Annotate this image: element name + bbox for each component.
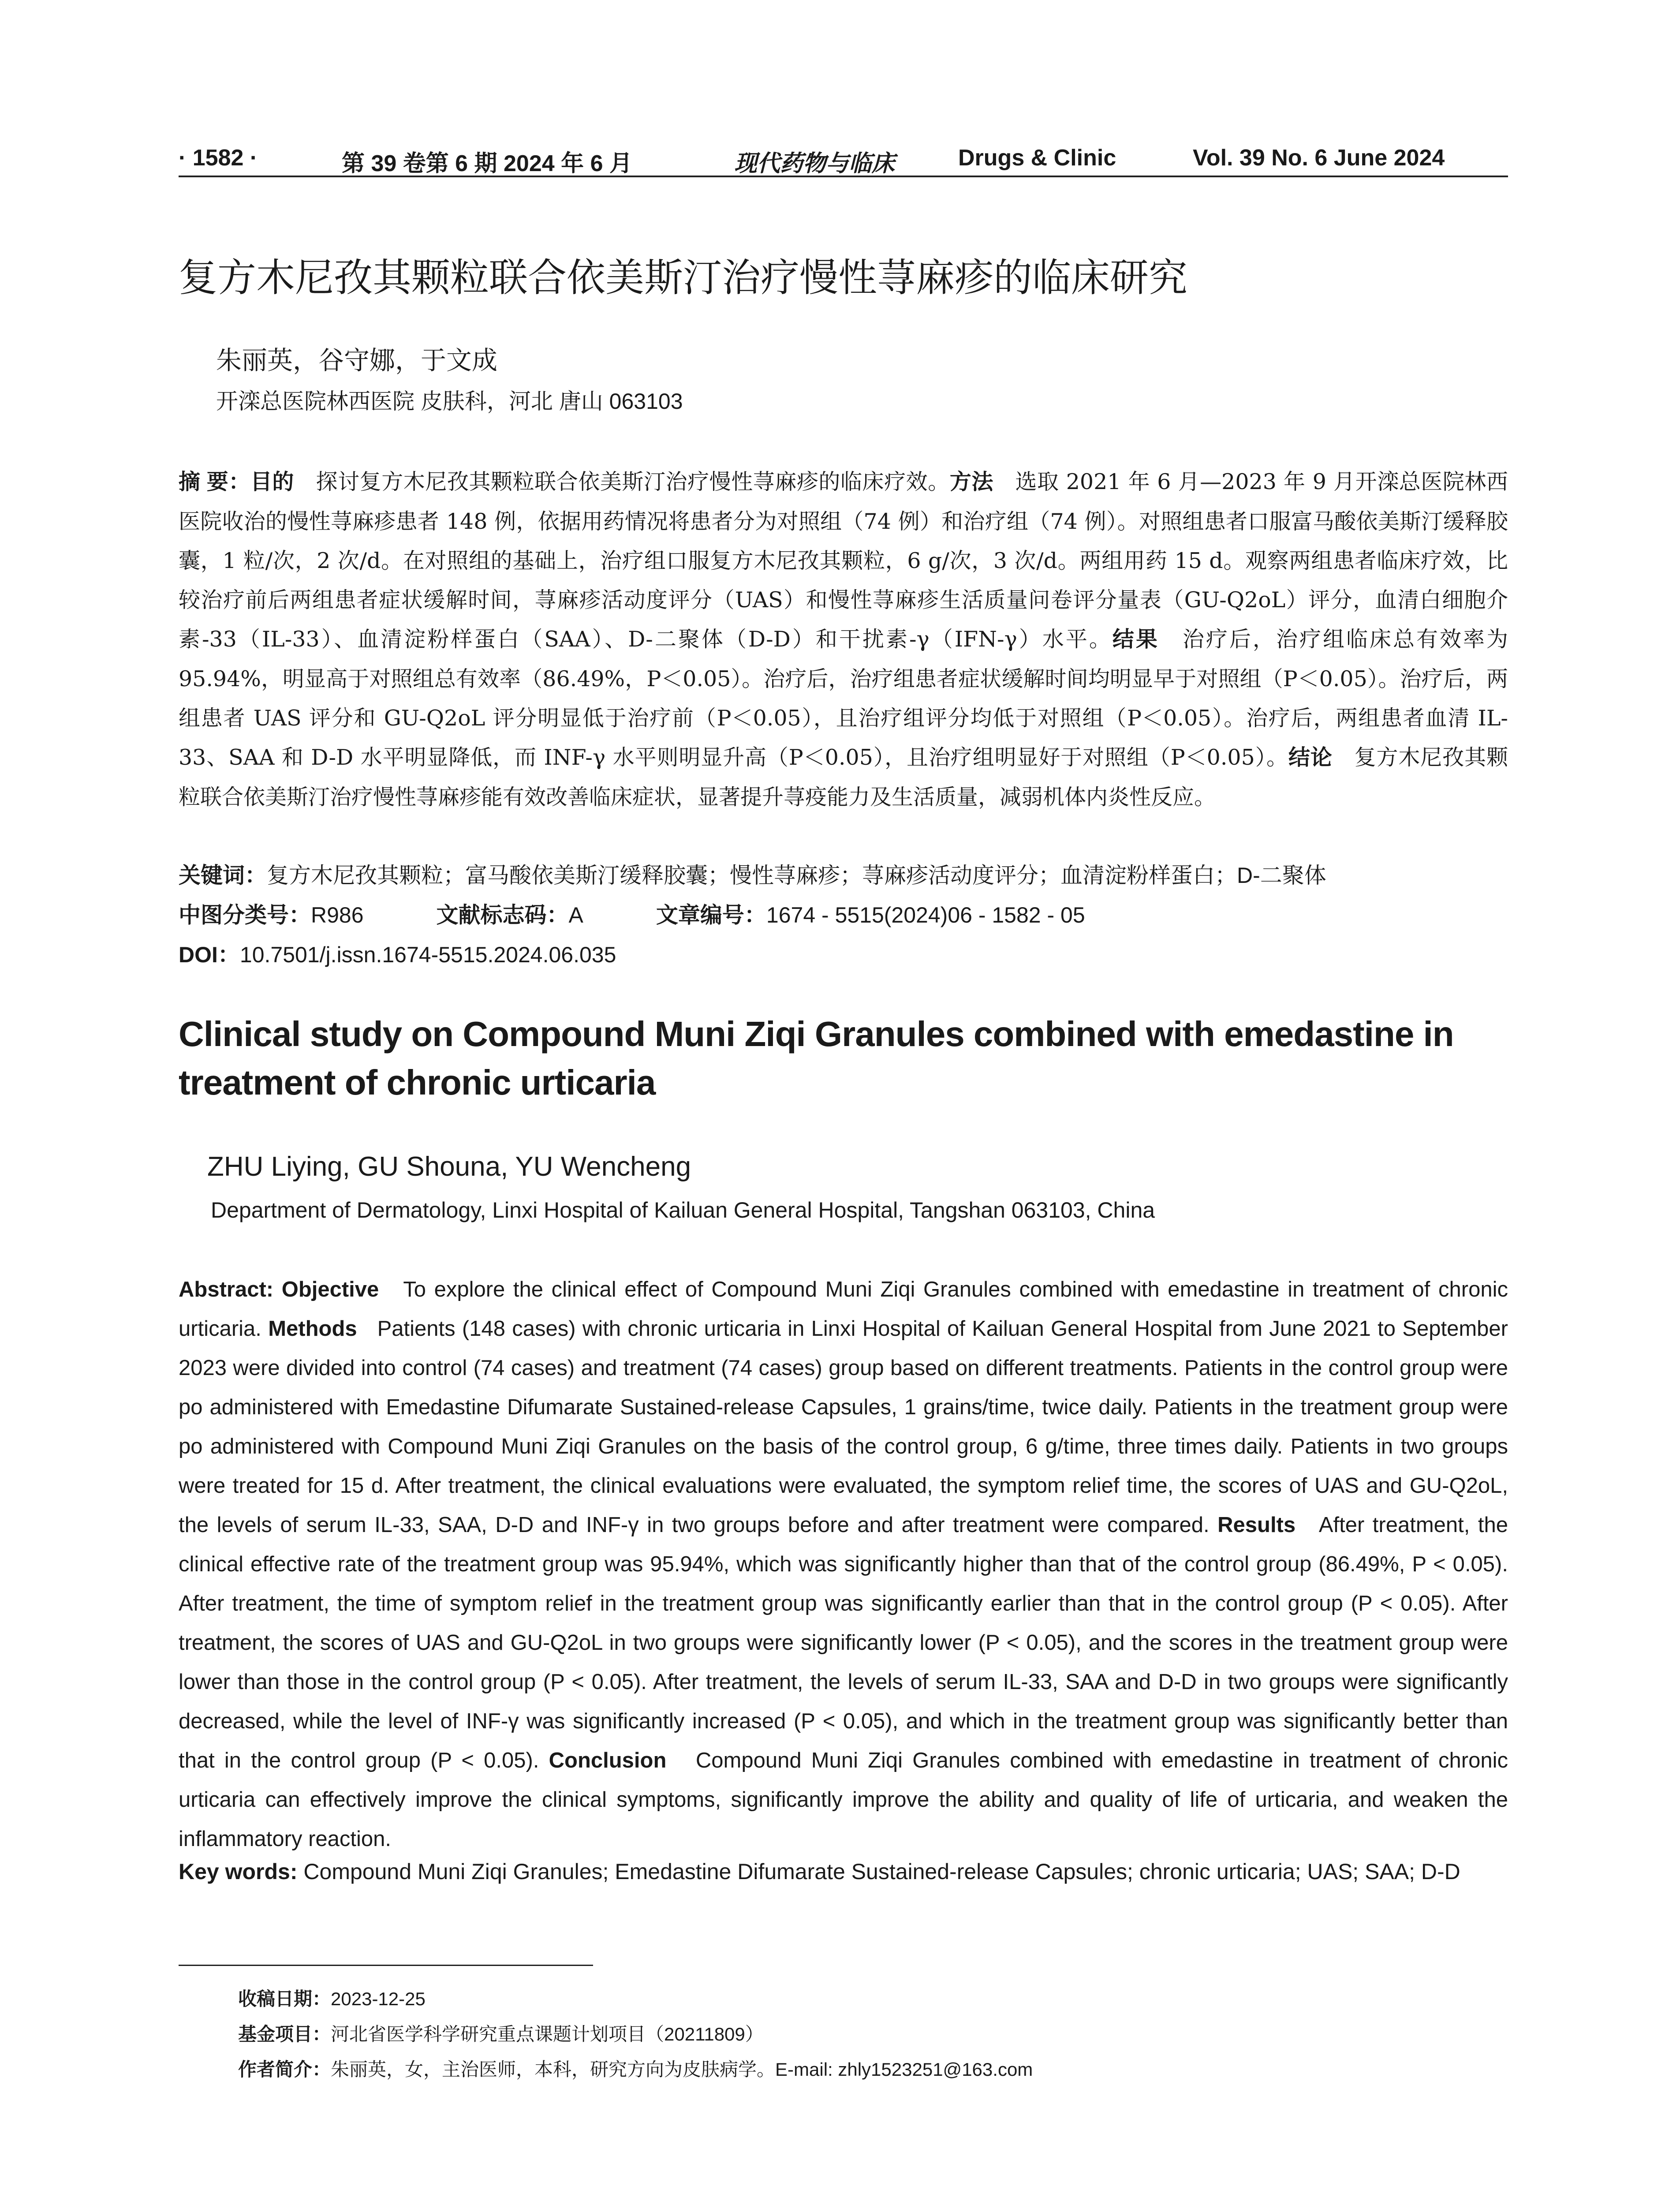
results-label-en: Results: [1217, 1513, 1296, 1537]
received-label: 收稿日期：: [238, 1988, 331, 2009]
footnote-received: [238, 1984, 426, 2011]
methods-cn: 选取 2021 年 6 月—2023 年 9 月开滦总医院林西医院收治的慢性荨麻疹患者 148 例，依据用药情况将患者分为对照组（74 例）和治疗组（74 例）。对照组患者口服富马酸依美斯汀缓释胶囊，1 粒/次，2 次/d。在对照组的基础上，治疗组口服复方木尼孜其颗粒，6 g/次，3 次/d。两组用药 15 d。观察两组患者临床疗效，比较治疗前后两组患者症状缓解时间，荨麻疹活动度评分（UAS）和慢性荨麻疹生活质量问卷评分量表（GU-Q2oL）评分，血清白细胞介素-33（IL-33）、血清淀粉样蛋白（SAA）、D-二聚体（D-D）和干扰素-γ（IFN-γ）水平。: [179, 469, 1508, 652]
doi-value: 10.7501/j.issn.1674-5515.2024.06.035: [239, 942, 616, 967]
article-no-label: 文章编号：: [656, 903, 766, 927]
objective-cn: 探讨复方木尼孜其颗粒联合依美斯汀治疗慢性荨麻疹的临床疗效。: [316, 469, 950, 494]
running-header: [179, 140, 1508, 176]
conclusion-label-en: Conclusion: [549, 1749, 667, 1772]
methods-label-cn: 方法: [949, 470, 993, 494]
issue-en: Vol. 39 No. 6 June 2024: [1193, 145, 1445, 171]
article-no-field: [656, 903, 1085, 927]
conclusion-label-cn: 结论: [1288, 746, 1333, 770]
keywords-cn: 复方木尼孜其颗粒；富马酸依美斯汀缓释胶囊；慢性荨麻疹；荨麻疹活动度评分；血清淀粉样蛋白；D-二聚体: [267, 863, 1326, 888]
results-en: After treatment, the clinical effective rate of the treatment group was 95.94%, which was significantly higher than that of the control group (86.49%, P < 0.05). After treatment, the time of symptom relief in the treatment group was significantly earlier than that in the control group (P < 0.05). After treatment, the scores of UAS and GU-Q2oL in two groups were significantly lower (P < 0.05), and the scores in the treatment group were lower than those in the control group (P < 0.05). After treatment, the levels of serum IL-33, SAA and D-D in two groups were significantly decreased, while the level of INF-γ was significantly increased (P < 0.05), and which in the treatment group was significantly better than that in the control group (P < 0.05).: [179, 1513, 1508, 1772]
journal-name-en: Drugs & Clinic: [958, 145, 1116, 171]
abstract-en: [179, 1270, 1508, 1859]
footnote-rule: [179, 1965, 593, 1966]
journal-name-cn: 现代药物与临床: [734, 150, 895, 177]
abstract-label-cn: 摘 要：: [179, 470, 250, 494]
keywords-label-cn: 关键词：: [179, 863, 267, 888]
header-rule: [179, 176, 1508, 177]
author-bio: 朱丽英，女，主治医师，本科，研究方向为皮肤病学。E-mail: zhly1523251@163.com: [331, 2059, 1033, 2080]
results-label-cn: 结果: [1112, 628, 1159, 651]
doc-code-field: [437, 903, 583, 927]
doc-code-label: 文献标志码：: [436, 903, 569, 927]
article-no-value: 1674 - 5515(2024)06 - 1582 - 05: [766, 903, 1085, 927]
methods-label-en: Methods: [268, 1317, 357, 1341]
title-en: Clinical study on Compound Muni Ziqi Granules combined with emedastine in treatment of chronic urticaria: [179, 1014, 1454, 1102]
authors-cn: 朱丽英，谷守娜，于文成: [216, 345, 498, 375]
authors-en: ZHU Liying, GU Shouna, YU Wencheng: [207, 1151, 691, 1182]
footnote-fund: [238, 2020, 764, 2046]
classification-line: [179, 897, 1158, 929]
conclusion-cn: 复方木尼孜其颗粒联合依美斯汀治疗慢性荨麻疹能有效改善临床症状，显著提升荨疫能力及生活质量，减弱机体内炎性反应。: [179, 745, 1508, 810]
objective-label-cn: 目的: [250, 470, 294, 494]
conclusion-en: Compound Muni Ziqi Granules combined with emedastine in treatment of chronic urticaria can effectively improve the clinical symptoms, significantly improve the ability and quality of life of urticaria, and weaken the inflammatory reaction.: [179, 1749, 1508, 1851]
page-number: · 1582 ·: [179, 145, 258, 171]
affiliation-en: Department of Dermatology, Linxi Hospital of Kailuan General Hospital, Tangshan 063103, China: [211, 1198, 1155, 1222]
objective-label-en: Abstract: Objective: [179, 1278, 379, 1301]
fund-value: 河北省医学科学研究重点课题计划项目（20211809）: [331, 2024, 764, 2044]
fund-label: 基金项目：: [238, 2024, 331, 2044]
received-date: 2023-12-25: [331, 1988, 426, 2009]
footnote-author: [238, 2055, 1033, 2082]
doi-line: [179, 937, 616, 969]
results-cn: 治疗后，治疗组临床总有效率为 95.94%，明显高于对照组总有效率（86.49%，P＜0.05）。治疗后，治疗组患者症状缓解时间均明显早于对照组（P＜0.05）。治疗后，两组患者 UAS 评分和 GU-Q2oL 评分明显低于治疗前（P＜0.05），且治疗组评分均低于对照组（P＜0.05）。治疗后，两组患者血清 IL-33、SAA 和 D-D 水平明显降低，而 INF-γ 水平则明显升高（P＜0.05），且治疗组明显好于对照组（P＜0.05）。: [179, 627, 1508, 770]
title-cn: 复方木尼孜其颗粒联合依美斯汀治疗慢性荨麻疹的临床研究: [179, 256, 1188, 299]
keywords-en-line: [179, 1859, 1460, 1884]
clc-label: 中图分类号：: [179, 903, 311, 927]
abstract-cn: [179, 462, 1508, 817]
clc-value: R986: [311, 903, 364, 927]
objective-en: To explore the clinical effect of Compound Muni Ziqi Granules combined with emedastine in treatment of chronic urticaria.: [179, 1278, 1508, 1341]
keywords-label-en: Key words:: [179, 1859, 298, 1884]
keywords-cn-line: [179, 858, 1326, 889]
affiliation-cn: 开滦总医院林西医院 皮肤科，河北 唐山 063103: [216, 389, 683, 414]
issue-cn: 第 39 卷第 6 期 2024 年 6 月: [342, 151, 632, 176]
author-bio-label: 作者简介：: [238, 2059, 331, 2080]
methods-en: Patients (148 cases) with chronic urticaria in Linxi Hospital of Kailuan General Hospital from June 2021 to September 2023 were divided into control (74 cases) and treatment (74 cases) group based on different treatments. Patients in the control group were po administered with Emedastine Difumarate Sustained-release Capsules, 1 grains/time, twice daily. Patients in the treatment group were po administered with Compound Muni Ziqi Granules on the basis of the control group, 6 g/time, three times daily. Patients in two groups were treated for 15 d. After treatment, the clinical evaluations were evaluated, the symptom relief time, the scores of UAS and GU-Q2oL, the levels of serum IL-33, SAA, D-D and INF-γ in two groups before and after treatment were compared.: [179, 1317, 1508, 1537]
clc-field: [179, 903, 364, 927]
doc-code-value: A: [568, 903, 583, 927]
doi-label: DOI：: [179, 942, 240, 967]
keywords-en: Compound Muni Ziqi Granules; Emedastine Difumarate Sustained-release Capsules; chronic urticaria; UAS; SAA; D-D: [303, 1859, 1460, 1884]
